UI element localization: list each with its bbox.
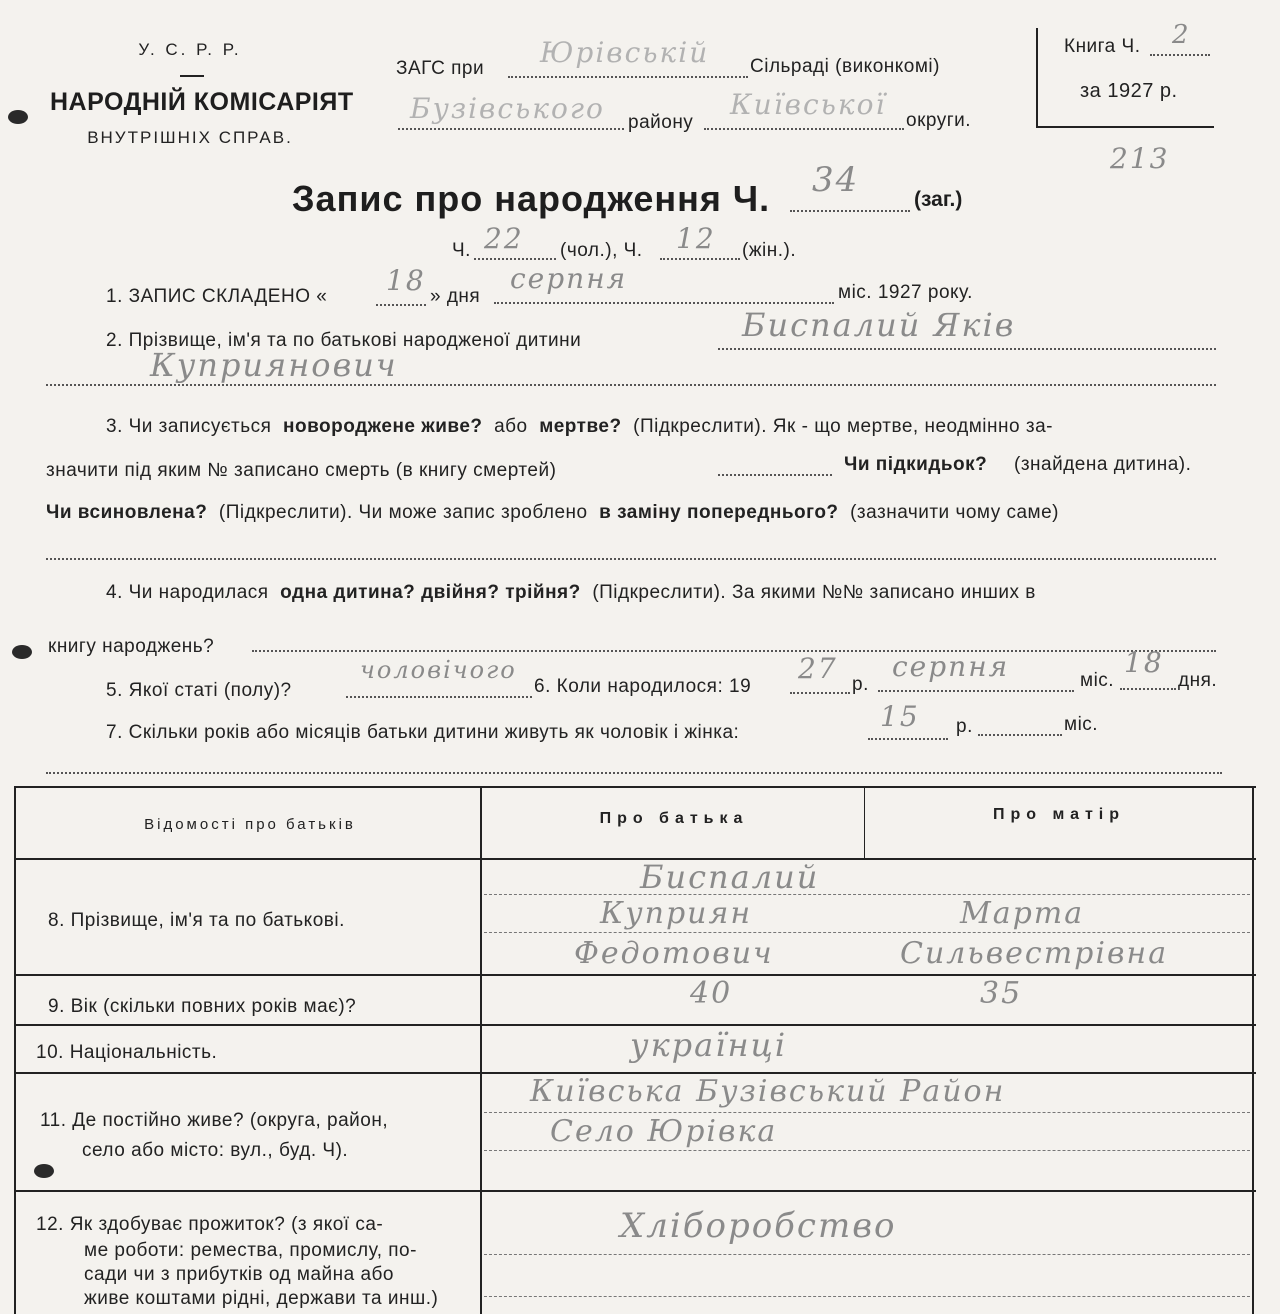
- row8-mother-patronymic: Сильвестрівна: [900, 936, 1169, 971]
- row8-label: 8. Прізвище, ім'я та по батькові.: [48, 910, 345, 931]
- item6-month-suffix: міс.: [1080, 670, 1115, 691]
- item4-line2: книгу народжень?: [48, 636, 215, 657]
- book-number: 2: [1172, 20, 1191, 50]
- item2-line1: [718, 348, 1216, 350]
- row12-label-line1: 12. Як здобуває прожиток? (з якої са-: [36, 1214, 384, 1235]
- row-divider: [14, 974, 1256, 976]
- row9-mother-age: 35: [980, 976, 1023, 1011]
- row-guide: [484, 1150, 1250, 1151]
- item7-years: 15: [880, 700, 920, 733]
- record-number-line: [790, 210, 910, 212]
- item6-day: 18: [1124, 646, 1164, 679]
- item1-day-close: » дня: [430, 286, 481, 307]
- row10-label: 10. Національність.: [36, 1042, 218, 1063]
- item3-death-line: [718, 474, 832, 476]
- page-mark: 213: [1110, 142, 1170, 175]
- table-top-border: [14, 786, 1256, 788]
- item4-options: одна дитина? двійня? трійня?: [280, 582, 581, 603]
- row-guide: [484, 894, 1250, 895]
- commissariat-title: НАРОДНІЙ КОМІСАРІЯТ: [50, 88, 354, 116]
- male-number: 22: [484, 222, 524, 255]
- row9-father-age: 40: [690, 976, 733, 1011]
- item4-text: (Підкреслити). За якими №№ записано инших в: [592, 582, 1036, 603]
- item3-foundling-note: (знайдена дитина).: [1014, 454, 1192, 475]
- item7-label: 7. Скільки років або місяців батьки дитини живуть як чоловік і жінка:: [106, 722, 740, 743]
- item3-foundling: Чи підкидьок?: [844, 454, 988, 475]
- item7-months-suffix: міс.: [1064, 714, 1099, 735]
- row-guide: [484, 1296, 1250, 1297]
- item3-text: (Підкреслити). Як - що мертве, неодмінно за-: [633, 416, 1053, 437]
- table-right-border: [1252, 786, 1254, 1314]
- item3-option-dead: мертве?: [539, 416, 622, 437]
- divider: [180, 75, 204, 77]
- row11-label-line2: село або місто: вул., буд. Ч).: [82, 1140, 349, 1161]
- row8-father-surname: Биспалий: [640, 858, 820, 896]
- item5-label: 5. Якої статі (полу)?: [106, 680, 292, 701]
- item2-name1: Биспалий Яків: [742, 306, 1016, 344]
- row-guide: [484, 932, 1250, 933]
- item1-month: серпня: [510, 262, 628, 295]
- item3-option-alive: новороджене живе?: [283, 416, 483, 437]
- item4-line1: [106, 582, 1036, 604]
- item3-line3: [46, 502, 1059, 524]
- item5-line: [346, 696, 532, 698]
- item1-day: 18: [386, 264, 426, 297]
- book-number-line: [1150, 54, 1210, 56]
- table-header-divider: [864, 786, 865, 860]
- book-label: Книга Ч.: [1064, 36, 1141, 57]
- row12-value: Хліборобство: [620, 1206, 897, 1246]
- table-head-info: Відомості про батьків: [144, 816, 356, 833]
- table-header-bottom: [14, 858, 1256, 860]
- item6-month-line: [878, 690, 1074, 692]
- record-suffix: (заг.): [914, 188, 963, 211]
- male-label: (чол.), Ч.: [560, 240, 643, 261]
- item7-years-line: [868, 738, 948, 740]
- item3-replacement: в заміну попереднього?: [599, 502, 839, 523]
- item7-months-line: [978, 734, 1062, 736]
- district-field-line: [398, 128, 624, 130]
- record-number: 34: [812, 160, 860, 200]
- item5-value: чоловічого: [360, 656, 517, 684]
- item3-text: або: [494, 416, 528, 437]
- zags-label: ЗАГС при: [396, 58, 485, 79]
- council-label: Сільраді (виконкомі): [750, 56, 940, 77]
- item7-years-suffix: р.: [956, 716, 973, 737]
- record-title: Запис про народження Ч.: [292, 178, 771, 219]
- row-guide: [484, 1112, 1250, 1113]
- row12-label-line4: живе коштами рідні, держави та инш.): [84, 1288, 439, 1309]
- female-label: (жін.).: [742, 240, 797, 261]
- row-guide: [484, 1254, 1250, 1255]
- row11-value-line1: Київська Бузівський Район: [530, 1074, 1006, 1109]
- item6-day-suffix: дня.: [1178, 670, 1218, 691]
- male-prefix: Ч.: [452, 240, 471, 261]
- row12-label-line2: ме роботи: ремества, промислу, по-: [84, 1240, 417, 1261]
- item3-line4: [46, 558, 1216, 560]
- row11-label-line1: 11. Де постійно живе? (округа, район,: [40, 1110, 389, 1131]
- book-year: за 1927 р.: [1080, 80, 1178, 102]
- item3-line1: [106, 416, 1053, 438]
- row12-label-line3: сади чи з прибутків од майна або: [84, 1264, 394, 1285]
- item6-year-line: [790, 692, 850, 694]
- female-number-line: [660, 258, 740, 260]
- row8-mother-name: Марта: [960, 896, 1085, 931]
- item6-year: 27: [798, 652, 838, 685]
- item1-label: 1. ЗАПИС СКЛАДЕНО «: [106, 286, 328, 307]
- item3-adopted: Чи всиновлена?: [46, 502, 208, 523]
- item6-year-suffix: р.: [852, 674, 869, 695]
- item1-year: міс. 1927 року.: [838, 282, 973, 303]
- punch-hole: [12, 645, 32, 659]
- punch-hole: [34, 1164, 54, 1178]
- item1-month-line: [494, 302, 834, 304]
- district-value: Бузівського: [410, 92, 605, 125]
- republic-label: У. С. Р. Р.: [138, 40, 242, 59]
- table-left-border: [14, 786, 16, 1314]
- item4-text: 4. Чи народилася: [106, 582, 269, 603]
- item6-month: серпня: [892, 650, 1010, 683]
- okruha-value: Київської: [730, 88, 887, 121]
- table-col-divider: [480, 786, 482, 1314]
- zags-field-line: [508, 76, 748, 78]
- item3-text: (зазначити чому саме): [850, 502, 1059, 523]
- table-head-mother: Про матір: [992, 806, 1126, 823]
- row8-father-name: Куприян: [600, 896, 753, 931]
- row10-value: українці: [630, 1026, 788, 1064]
- female-number: 12: [676, 222, 716, 255]
- item6-label: 6. Коли народилося: 19: [534, 676, 752, 697]
- okruha-label: округи.: [906, 110, 972, 131]
- item7-line2: [46, 772, 1222, 774]
- item3-text: (Підкреслити). Чи може запис зроблено: [218, 502, 588, 523]
- department-label: ВНУТРІШНІХ СПРАВ.: [87, 128, 293, 147]
- okruha-field-line: [704, 128, 904, 130]
- district-label: району: [628, 112, 694, 133]
- item3-text: 3. Чи записується: [106, 416, 272, 437]
- item6-day-line: [1120, 688, 1176, 690]
- item1-day-line: [376, 304, 426, 306]
- item2-line2: [46, 384, 1216, 386]
- item4-numbers-line: [252, 650, 1216, 652]
- row9-label: 9. Вік (скільки повних років має)?: [48, 996, 357, 1017]
- row8-father-patronymic: Федотович: [574, 936, 774, 971]
- male-number-line: [474, 258, 556, 260]
- zags-value: Юрівській: [540, 36, 710, 69]
- table-head-father: Про батька: [599, 810, 749, 827]
- punch-hole: [8, 110, 28, 124]
- row-divider: [14, 1190, 1256, 1192]
- row11-value-line2: Село Юрівка: [550, 1114, 778, 1149]
- item3-line2-a: значити під яким № записано смерть (в книгу смертей): [46, 460, 557, 481]
- item2-name2: Куприянович: [150, 346, 398, 384]
- item2-label: 2. Прізвище, ім'я та по батькові народженої дитини: [106, 330, 582, 351]
